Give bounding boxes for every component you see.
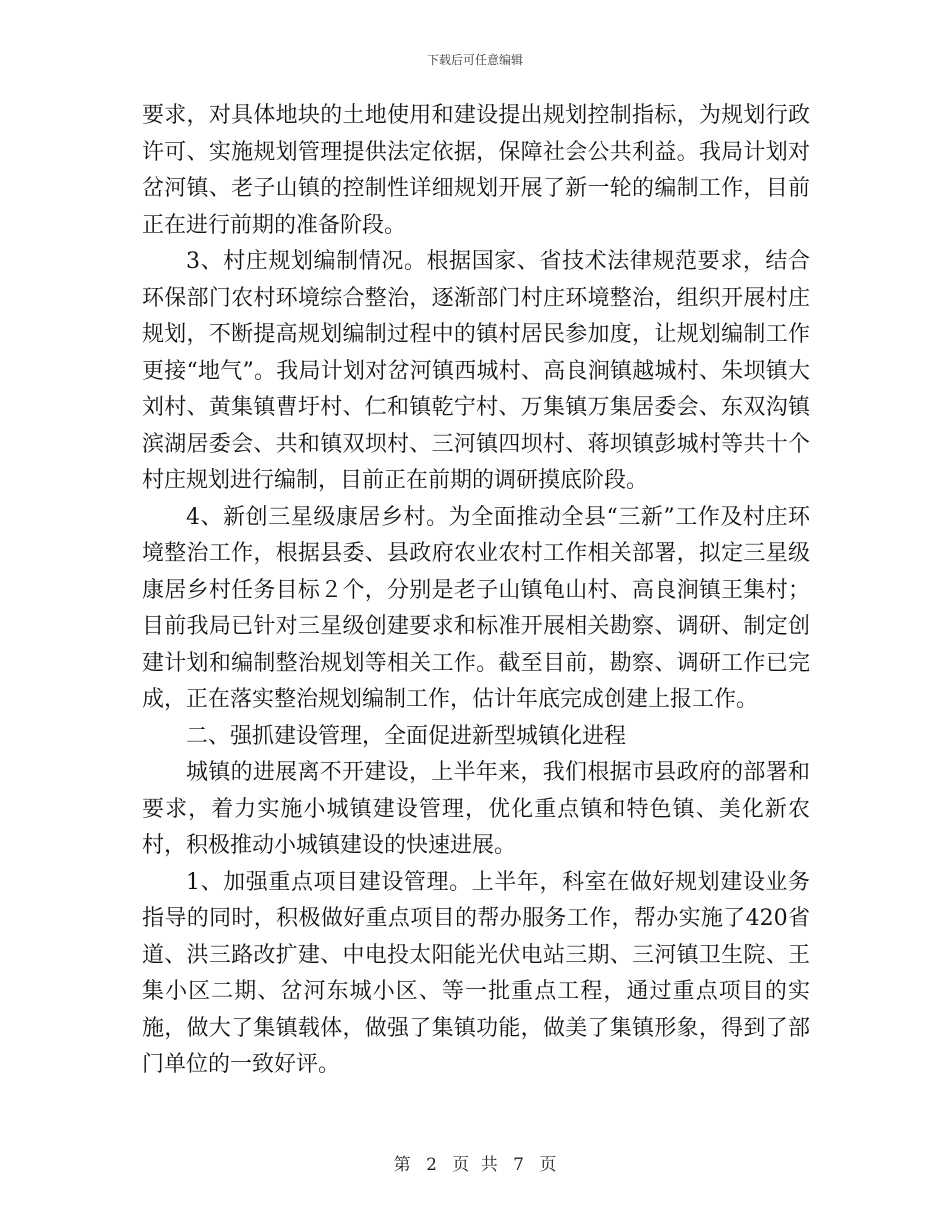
footer-middle: 页 共 bbox=[452, 1155, 498, 1175]
page-footer bbox=[0, 1154, 950, 1176]
total-page-count: 7 bbox=[513, 1155, 524, 1175]
footer-prefix: 第 bbox=[393, 1155, 411, 1175]
paragraph-5: 城镇的进展离不开建设，上半年来，我们根据市县政府的部署和要求，着力实施小城镇建设管理，优化重点镇和特色镇、美化新农村，积极推动小城镇建设的快速进展。 bbox=[142, 760, 810, 858]
paragraph-6: 1、加强重点项目建设管理。上半年，科室在做好规划建设业务指导的同时，积极做好重点项目的帮办服务工作，帮办实施了420省道、洪三路改扩建、中电投太阳能光伏电站三期、三河镇卫生院、王集小区二期、岔河东城小区、等一批重点工程，通过重点项目的实施，做大了集镇载体，做强了集镇功能，做美了集镇形象，得到了部门单位的一致好评。 bbox=[142, 869, 810, 1077]
document-body bbox=[142, 98, 810, 1084]
footer-suffix: 页 bbox=[539, 1155, 557, 1175]
paragraph-1: 要求，对具体地块的土地使用和建设提出规划控制指标，为规划行政许可、实施规划管理提供法定依据，保障社会公共利益。我局计划对岔河镇、老子山镇的控制性详细规划开展了新一轮的编制工作，目前正在进行前期的准备阶段。 bbox=[142, 103, 810, 238]
section-heading: 二、强抓建设管理，全面促进新型城镇化进程 bbox=[186, 723, 627, 749]
paragraph-2: 3、村庄规划编制情况。根据国家、省技术法律规范要求，结合环保部门农村环境综合整治，逐渐部门村庄环境整治，组织开展村庄规划，不断提高规划编制过程中的镇村居民参加度，让规划编制工作更接“地气”。我局计划对岔河镇西城村、高良涧镇越城村、朱坝镇大刘村、黄集镇曹圩村、仁和镇乾宁村、万集镇万集居委会、东双沟镇滨湖居委会、共和镇双坝村、三河镇四坝村、蒋坝镇彭城村等共十个村庄规划进行编制，目前正在前期的调研摸底阶段。 bbox=[142, 249, 810, 493]
paragraph-3: 4、新创三星级康居乡村。为全面推动全县“三新”工作及村庄环境整治工作，根据县委、县政府农业农村工作相关部署，拟定三星级康居乡村任务目标２个，分别是老子山镇龟山村、高良涧镇王集村；目前我局已针对三星级创建要求和标准开展相关勘察、调研、制定创建计划和编制整治规划等相关工作。截至目前，勘察、调研工作已完成，正在落实整治规划编制工作，估计年底完成创建上报工作。 bbox=[142, 504, 810, 712]
header-note: 下载后可任意编辑 bbox=[426, 53, 523, 67]
current-page-number: 2 bbox=[426, 1155, 437, 1175]
page-header bbox=[0, 52, 950, 68]
